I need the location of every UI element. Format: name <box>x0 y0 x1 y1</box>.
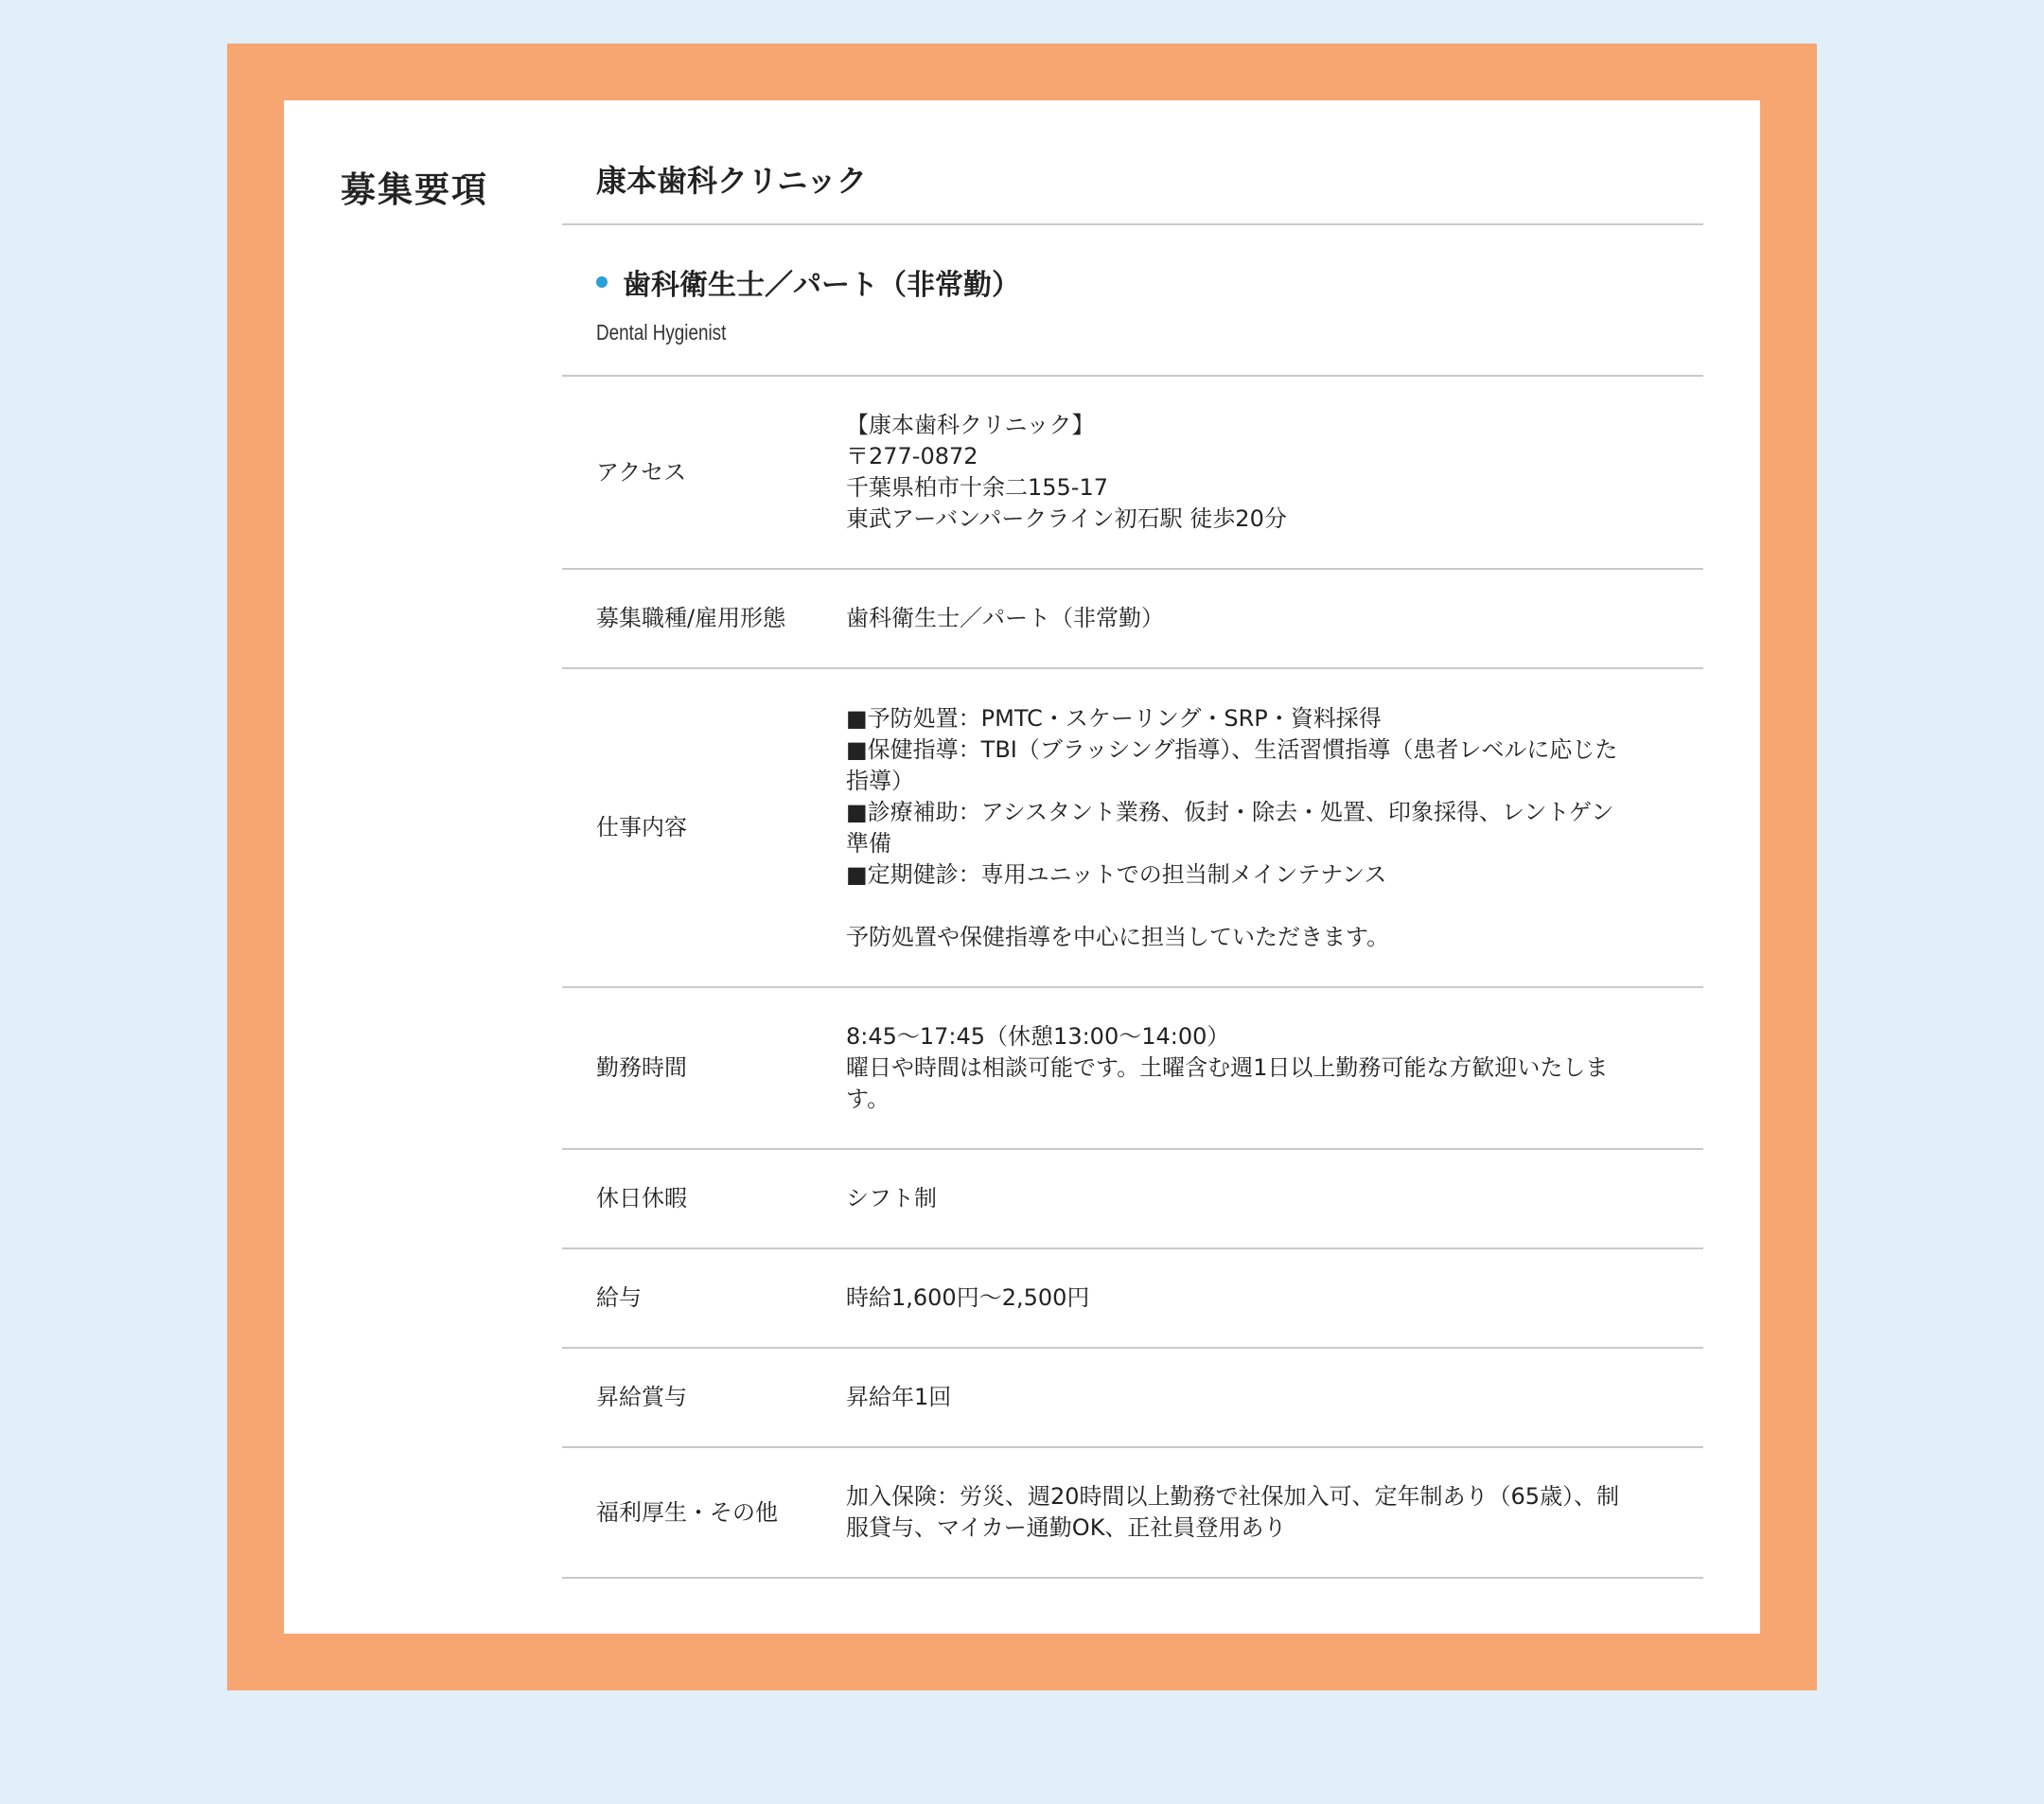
row-value <box>846 1481 1641 1544</box>
duty-line: ■診療補助：アシスタント業務、仮封・除去・処置、印象採得、レントゲン <box>846 798 1614 825</box>
recruitment-details <box>562 100 1703 1579</box>
row-value <box>846 1282 1641 1314</box>
clinic-name: 康本歯科クリニック <box>562 100 1703 225</box>
row-label: 募集職種/雇用形態 <box>596 605 786 631</box>
table-row-benefits <box>562 1448 1703 1579</box>
bullet-dot-icon <box>596 276 608 288</box>
table-row-holidays <box>562 1150 1703 1249</box>
row-label: 仕事内容 <box>596 814 687 840</box>
duty-line: ■保健指導：TBI（ブラッシング指導）、生活習慣指導（患者レベルに応じた <box>846 735 1618 763</box>
row-label: 昇給賞与 <box>596 1384 687 1410</box>
job-subtitle: Dental Hygienist <box>596 320 727 345</box>
benefits-line: 加入保険：労災、週20時間以上勤務で社保加入可、定年制あり（65歳）、制 <box>846 1483 1620 1510</box>
hours-line: す。 <box>846 1086 890 1112</box>
row-value <box>846 1021 1641 1115</box>
row-label: 休日休暇 <box>596 1185 687 1212</box>
table-row-access <box>562 377 1703 570</box>
job-title-row <box>596 261 1703 303</box>
duty-line: 指導） <box>846 767 914 794</box>
employment-type-value: 歯科衛生士／パート（非常勤） <box>846 605 1164 631</box>
raise-bonus-value: 昇給年1回 <box>846 1384 952 1410</box>
duty-line: 準備 <box>846 829 891 857</box>
duty-line: 予防処置や保健指導を中心に担当していただきます。 <box>846 923 1390 950</box>
salary-value: 時給1,600円〜2,500円 <box>846 1284 1090 1311</box>
row-value <box>846 410 1641 535</box>
table-row-duties <box>562 669 1703 988</box>
access-postal-code: 〒277-0872 <box>846 443 978 469</box>
access-clinic-line: 【康本歯科クリニック】 <box>846 412 1095 438</box>
row-value <box>846 603 1641 634</box>
row-label: アクセス <box>596 458 687 486</box>
table-row-raise-bonus <box>562 1349 1703 1448</box>
row-label: 給与 <box>596 1284 642 1311</box>
recruitment-card <box>284 100 1760 1634</box>
job-title: 歯科衛生士／パート（非常勤） <box>623 269 1020 302</box>
table-row-hours <box>562 988 1703 1150</box>
access-address: 千葉県柏市十余二155-17 <box>846 474 1109 501</box>
duty-spacer <box>846 891 1641 922</box>
row-value <box>846 703 1641 953</box>
job-heading <box>562 225 1703 377</box>
hours-line: 曜日や時間は相談可能です。土曜含む週1日以上勤務可能な方歓迎いたしま <box>846 1054 1609 1081</box>
table-row-employment-type <box>562 570 1703 669</box>
table-row-salary <box>562 1249 1703 1349</box>
section-title: 募集要項 <box>341 169 488 210</box>
benefits-line: 服貸与、マイカー通勤OK、正社員登用あり <box>846 1514 1287 1541</box>
duty-line: ■定期健診：専用ユニットでの担当制メインテナンス <box>846 860 1387 888</box>
access-station: 東武アーバンパークライン初石駅 徒歩20分 <box>846 505 1287 532</box>
row-value <box>846 1183 1641 1214</box>
hours-line: 8:45〜17:45（休憩13:00〜14:00） <box>846 1023 1230 1050</box>
duty-line: ■予防処置：PMTC・スケーリング・SRP・資料採得 <box>846 704 1382 732</box>
row-label: 福利厚生・その他 <box>596 1498 778 1526</box>
row-label: 勤務時間 <box>596 1054 687 1081</box>
row-value <box>846 1382 1641 1413</box>
holidays-value: シフト制 <box>846 1185 937 1212</box>
